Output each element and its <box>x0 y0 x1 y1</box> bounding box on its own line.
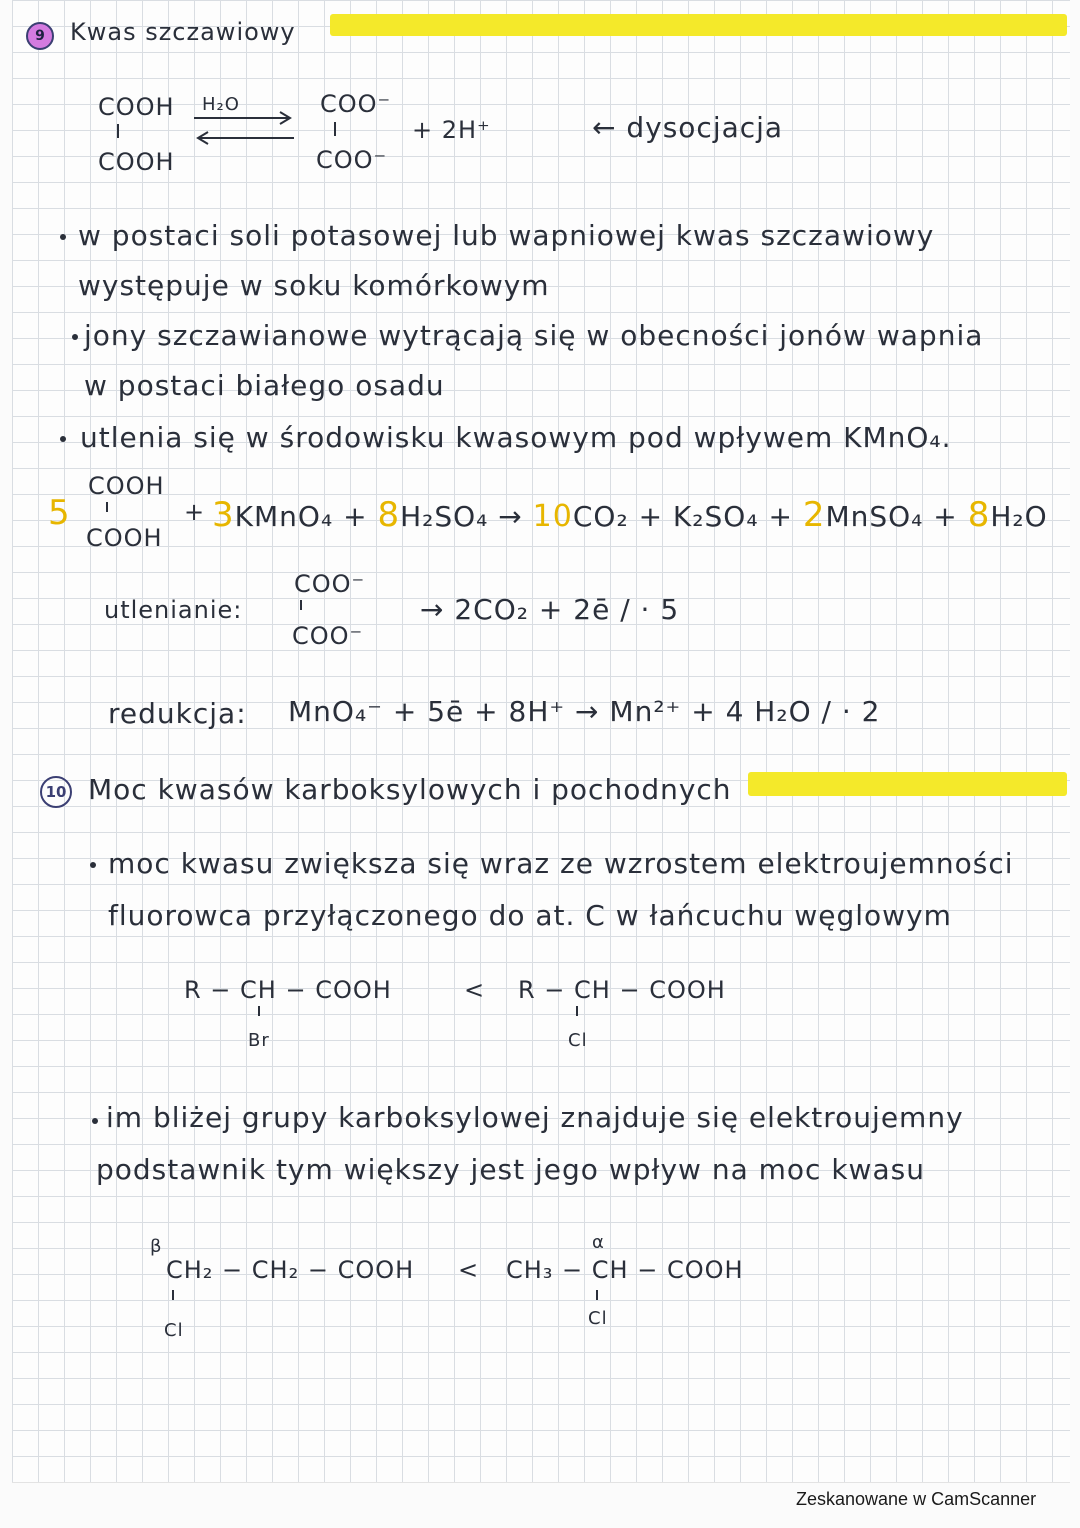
eq-coef-2: 2 <box>802 495 826 535</box>
eq-reactant-bottom: COOH <box>86 524 163 552</box>
sec10-bullet-2-line-2: podstawnik tym większy jest jego wpływ na moc kwasu <box>96 1153 925 1186</box>
dissoc-hydrogen-ions: + 2H⁺ <box>412 116 491 144</box>
eq-part-co2: CO₂ + K₂SO₄ + <box>572 500 793 533</box>
bond-line <box>258 1006 260 1016</box>
camscanner-watermark: Zeskanowane w CamScanner <box>796 1489 1037 1509</box>
compare-2-right-greek: α <box>592 1232 605 1253</box>
title-highlight-10 <box>748 772 1067 796</box>
compare-1-right-substituent: Cl <box>568 1030 588 1051</box>
section-9-title: Kwas szczawiowy <box>70 18 296 46</box>
bond-line <box>300 600 302 610</box>
bullet-dot <box>60 234 66 240</box>
notebook-page <box>12 0 1070 1483</box>
bullet-dot <box>60 436 66 442</box>
bond-line <box>117 124 119 138</box>
bullet-2-line-2: w postaci białego osadu <box>84 369 445 402</box>
eq-coef-3: 3 <box>212 495 235 535</box>
compare-2-left-greek: β <box>150 1236 163 1257</box>
sec10-bullet-2-line-1: im bliżej grupy karboksylowej znajduje się elektroujemny <box>106 1101 964 1134</box>
dissoc-product-bottom: COO⁻ <box>316 146 388 174</box>
dissoc-reactant-bottom: COOH <box>98 148 175 176</box>
eq-coef-8b: 8 <box>967 495 991 535</box>
sec10-bullet-1-line-1: moc kwasu zwiększa się wraz ze wzrostem elektroujemności <box>108 847 1014 880</box>
eq-part-mnso4: MnSO₄ + <box>825 500 958 533</box>
equilibrium-arrows-icon <box>192 110 302 150</box>
compare-2-left-substituent: Cl <box>164 1320 184 1341</box>
dissoc-arrow-label: H₂O <box>202 94 240 115</box>
bond-line <box>106 502 108 512</box>
redox-equation-line <box>212 495 1048 535</box>
oxidation-label: utlenianie: <box>104 596 243 624</box>
eq-plus: + <box>184 498 206 526</box>
bond-line <box>172 1290 174 1300</box>
section-10-title: Moc kwasów karboksylowych i pochodnych <box>88 773 732 806</box>
reduction-equation: MnO₄⁻ + 5ē + 8H⁺ → Mn²⁺ + 4 H₂O / · 2 <box>288 695 881 728</box>
compare-2-left: CH₂ − CH₂ − COOH <box>166 1256 415 1284</box>
dissoc-reactant-top: COOH <box>98 93 175 121</box>
compare-1-left-substituent: Br <box>248 1030 270 1051</box>
compare-1-sign: < <box>464 976 486 1004</box>
bond-line <box>596 1290 598 1300</box>
bullet-3-line-1: utlenia się w środowisku kwasowym pod wpływem KMnO₄. <box>80 421 952 454</box>
section-9-number: 9 <box>26 22 54 50</box>
oxidation-right: → 2CO₂ + 2ē / · 5 <box>420 593 680 626</box>
bullet-1-line-2: występuje w soku komórkowym <box>78 269 550 302</box>
eq-coef-10: 10 <box>532 499 573 534</box>
bullet-1-line-1: w postaci soli potasowej lub wapniowej kwas szczawiowy <box>78 219 935 252</box>
eq-part-h2o: H₂O <box>990 500 1048 533</box>
oxidation-top: COO⁻ <box>294 570 366 598</box>
compare-1-right: R − CH − COOH <box>518 976 726 1004</box>
compare-2-right: CH₃ − CH − COOH <box>506 1256 744 1284</box>
sec10-bullet-1-line-2: fluorowca przyłączonego do at. C w łańcuchu węglowym <box>108 899 952 932</box>
eq-coef-5: 5 <box>48 493 71 533</box>
section-10-number: 10 <box>40 776 72 808</box>
eq-part-h2so4: H₂SO₄ → <box>400 500 523 533</box>
oxidation-bottom: COO⁻ <box>292 622 364 650</box>
bond-line <box>576 1006 578 1016</box>
eq-reactant-top: COOH <box>88 472 165 500</box>
bullet-dot <box>72 334 78 340</box>
title-highlight-9 <box>330 14 1067 36</box>
bullet-dot <box>90 862 96 868</box>
compare-2-sign: < <box>458 1256 480 1284</box>
bond-line <box>334 122 336 136</box>
bullet-dot <box>92 1118 98 1124</box>
eq-part-kmno4: KMnO₄ + <box>234 500 368 533</box>
dissoc-note: ← dysocjacja <box>592 111 784 144</box>
compare-1-left: R − CH − COOH <box>184 976 392 1004</box>
dissoc-product-top: COO⁻ <box>320 90 392 118</box>
bullet-2-line-1: jony szczawianowe wytrącają się w obecności jonów wapnia <box>84 319 984 352</box>
reduction-label: redukcja: <box>108 697 247 730</box>
compare-2-right-substituent: Cl <box>588 1308 608 1329</box>
eq-coef-8: 8 <box>377 495 401 535</box>
